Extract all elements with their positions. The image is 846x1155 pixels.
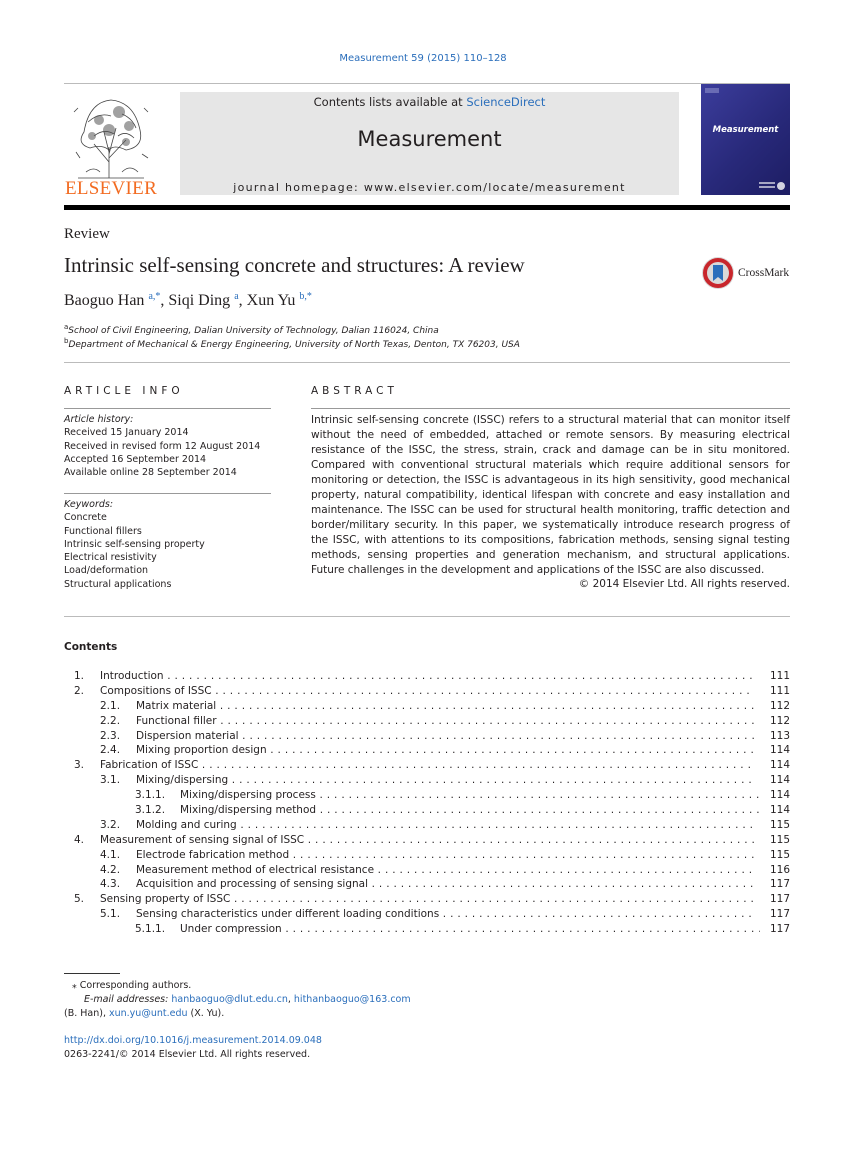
toc-entry-number: 2.2. xyxy=(100,714,121,727)
toc-entry-number: 5.1. xyxy=(100,908,121,921)
toc-entry-page[interactable]: 114 xyxy=(769,789,790,802)
toc-entry[interactable] xyxy=(64,788,790,803)
toc-entry-title[interactable]: Compositions of ISSC . . . xyxy=(100,684,754,699)
affiliation xyxy=(64,337,520,350)
toc-entry-number: 3. xyxy=(73,759,84,772)
author-separator: , xyxy=(160,292,169,309)
email-label: E-mail addresses: xyxy=(84,994,172,1005)
email-owner: (X. Yu). xyxy=(187,1008,225,1019)
email-link[interactable]: hanbaoguo@dlut.edu.cn xyxy=(171,994,288,1005)
toc-entry-title[interactable]: Measurement method of electrical resistance . . . xyxy=(136,863,754,878)
email-addresses xyxy=(84,994,411,1005)
keyword: Electrical resistivity xyxy=(64,552,157,564)
toc-entry[interactable] xyxy=(64,758,790,773)
history-line: Received in revised form 12 August 2014 xyxy=(64,440,261,452)
abstract-body: Intrinsic self-sensing concrete (ISSC) refers to a structural material that can monitor itself without the need of embedded, attached or remote sensors. By measuring electrical resistance of the ISSC, the stress, strain, crack and damage can be in situ monitored. Compared with conventional structural materials which require additional sensors for monitoring or detection, the ISSC is advantageous in its high sensitivity, good mechanical property, natural compatibility, identical lifespan with concrete and easy installation and maintenance. The ISSC can be used for structural health monitoring, traffic detection and border/military security. In this paper, we systematically introduce research progress of the ISSC, with attentions to its compositions, fabrication methods, sensing signal testing methods, sensing properties and generation mechanism, and structural applications. Future challenges in the development and applications of the ISSC are also discussed. xyxy=(311,414,790,576)
history-line: Accepted 16 September 2014 xyxy=(64,453,207,465)
author-affiliation-marker[interactable]: a,* xyxy=(148,291,161,302)
toc-entry-title[interactable]: Matrix material . . . xyxy=(136,699,754,714)
toc-entry[interactable] xyxy=(64,863,790,878)
keyword: Concrete xyxy=(64,512,107,524)
toc-entry-title[interactable]: Functional filler . . . xyxy=(136,714,754,729)
crossmark-label[interactable]: CrossMark xyxy=(738,267,790,279)
toc-entry-number: 4.3. xyxy=(100,878,121,891)
cover-art xyxy=(701,84,790,195)
author-affiliation-marker[interactable]: b,* xyxy=(299,291,312,302)
toc-entry[interactable] xyxy=(64,803,790,818)
affiliation-marker: a xyxy=(64,323,69,331)
toc-entry[interactable] xyxy=(64,714,790,729)
crossmark-icon[interactable] xyxy=(701,256,735,290)
toc-entry-page[interactable]: 111 xyxy=(769,670,790,682)
toc-entry-page[interactable]: 114 xyxy=(769,759,790,772)
issn-copyright: 0263-2241/© 2014 Elsevier Ltd. All rights reserved. xyxy=(64,1049,311,1060)
article-title: Intrinsic self-sensing concrete and structures: A review xyxy=(64,253,525,277)
toc-entry-title[interactable]: Dispersion material . . . xyxy=(136,729,754,744)
toc-entry-number: 2.4. xyxy=(100,744,121,757)
toc-entry[interactable] xyxy=(64,877,790,892)
history-line: Received 15 January 2014 xyxy=(64,427,189,439)
table-of-contents xyxy=(64,669,790,937)
contents-prefix: Contents lists available at xyxy=(313,95,467,109)
history-label: Article history: xyxy=(64,414,134,425)
affiliation-text: School of Civil Engineering, Dalian University of Technology, Dalian 116024, China xyxy=(68,326,439,336)
toc-entry[interactable] xyxy=(64,684,790,699)
author-affiliation-marker[interactable]: a xyxy=(234,291,239,302)
email-link[interactable]: xun.yu@unt.edu xyxy=(109,1008,188,1019)
toc-entry-title[interactable]: Sensing property of ISSC . . . xyxy=(100,892,754,907)
footnote-rule xyxy=(64,973,120,974)
contents-heading: Contents xyxy=(64,641,118,653)
corresponding-authors-note: ⁎ Corresponding authors. xyxy=(72,980,192,991)
author-list xyxy=(64,291,312,310)
affiliation xyxy=(64,323,439,336)
section-divider xyxy=(64,362,790,363)
doi-link[interactable]: http://dx.doi.org/10.1016/j.measurement.2014.09.048 xyxy=(64,1035,322,1046)
author-name[interactable]: Xun Yu xyxy=(246,292,296,309)
toc-entry-number: 4.2. xyxy=(100,863,121,876)
toc-entry[interactable] xyxy=(64,848,790,863)
toc-entry[interactable] xyxy=(64,773,790,788)
abstract-heading: ABSTRACT xyxy=(311,385,398,397)
info-divider xyxy=(64,408,271,409)
section-divider xyxy=(64,616,790,617)
toc-entry-page[interactable]: 117 xyxy=(769,923,790,936)
history-line: Available online 28 September 2014 xyxy=(64,467,237,479)
toc-entry[interactable] xyxy=(64,922,790,937)
toc-entry-number: 3.1. xyxy=(100,774,121,787)
toc-entry[interactable] xyxy=(64,833,790,848)
toc-entry-number: 5. xyxy=(73,893,84,906)
toc-entry-number: 1. xyxy=(73,670,84,682)
toc-entry-page[interactable]: 112 xyxy=(769,699,790,712)
keyword: Structural applications xyxy=(64,578,172,590)
toc-entry-title[interactable]: Mixing/dispersing . . . xyxy=(136,773,754,788)
toc-entry-page[interactable]: 114 xyxy=(769,804,790,817)
toc-entry-number: 4. xyxy=(73,833,84,846)
toc-entry-page[interactable]: 114 xyxy=(769,774,790,787)
toc-entry-number: 3.1.1. xyxy=(135,789,166,802)
toc-entry-title[interactable]: Mixing/dispersing process . . . xyxy=(180,788,760,803)
toc-entry-page[interactable]: 115 xyxy=(769,848,790,861)
toc-entry-title[interactable]: Electrode fabrication method . . . xyxy=(136,848,754,863)
affiliation-marker: b xyxy=(64,337,69,345)
keyword: Functional fillers xyxy=(64,525,142,537)
keyword: Intrinsic self-sensing property xyxy=(64,538,205,550)
toc-entry-title[interactable]: Under compression . . . xyxy=(180,922,760,937)
contents-available-line xyxy=(180,95,679,109)
author-name[interactable]: Siqi Ding xyxy=(168,292,231,309)
keywords xyxy=(64,498,274,591)
toc-entry-number: 4.1. xyxy=(100,848,121,861)
toc-entry-title[interactable]: Mixing/dispersing method . . . xyxy=(180,803,760,818)
toc-entry-page[interactable]: 116 xyxy=(769,863,790,876)
toc-entry-number: 2.3. xyxy=(100,729,121,742)
toc-entry-title[interactable]: Molding and curing . . . xyxy=(136,818,754,833)
toc-entry-title[interactable]: Mixing proportion design . . . xyxy=(136,743,754,758)
toc-entry[interactable] xyxy=(64,818,790,833)
journal-reference[interactable]: Measurement 59 (2015) 110–128 xyxy=(339,53,507,64)
article-type: Review xyxy=(64,226,110,242)
toc-entry[interactable] xyxy=(64,743,790,758)
email-separator: , xyxy=(287,994,294,1005)
toc-entry-number: 3.1.2. xyxy=(135,804,166,817)
email-link[interactable]: hithanbaoguo@163.com xyxy=(293,994,411,1005)
author-separator: , xyxy=(238,292,247,309)
email-owner: (B. Han), xyxy=(64,1008,109,1019)
toc-entry[interactable] xyxy=(64,729,790,744)
toc-entry-page[interactable]: 112 xyxy=(769,714,790,727)
toc-entry-page[interactable]: 114 xyxy=(769,744,790,757)
toc-entry-title[interactable]: Sensing characteristics under different loading conditions . . . xyxy=(136,907,754,922)
toc-entry-page[interactable]: 117 xyxy=(769,878,790,891)
keyword: Load/deformation xyxy=(64,565,149,577)
header-thick-rule xyxy=(64,205,790,210)
header-top-rule xyxy=(64,83,790,84)
toc-entry-number: 5.1.1. xyxy=(135,923,166,936)
toc-entry-number: 3.2. xyxy=(100,818,121,831)
toc-entry-page[interactable]: 115 xyxy=(769,818,790,831)
abstract-copyright: © 2014 Elsevier Ltd. All rights reserved. xyxy=(578,578,790,590)
journal-cover-image[interactable] xyxy=(701,84,790,195)
article-info-heading: ARTICLE INFO xyxy=(64,385,184,397)
journal-title: Measurement xyxy=(357,127,502,151)
toc-entry-page[interactable]: 113 xyxy=(769,729,790,742)
author-name[interactable]: Baoguo Han xyxy=(64,292,145,309)
toc-entry[interactable] xyxy=(64,669,790,684)
toc-entry-title[interactable]: Introduction . . . xyxy=(100,669,754,684)
journal-homepage-link[interactable]: journal homepage: www.elsevier.com/locate/measurement xyxy=(233,181,626,194)
toc-entry-page[interactable]: 115 xyxy=(769,833,790,846)
toc-entry-page[interactable]: 117 xyxy=(769,908,790,921)
toc-entry[interactable] xyxy=(64,907,790,922)
toc-entry-page[interactable]: 117 xyxy=(769,893,790,906)
toc-entry[interactable] xyxy=(64,892,790,907)
toc-entry-number: 2.1. xyxy=(100,699,121,712)
toc-entry-page[interactable]: 111 xyxy=(769,684,790,697)
email-addresses-continued xyxy=(64,1008,224,1019)
affiliation-text: Department of Mechanical & Energy Engineering, University of North Texas, Denton, TX 76203, USA xyxy=(68,340,520,350)
abstract-divider xyxy=(311,408,790,409)
article-history xyxy=(64,413,274,479)
sciencedirect-link[interactable]: ScienceDirect xyxy=(466,95,546,109)
toc-entry-title[interactable]: Acquisition and processing of sensing signal . . . xyxy=(136,877,754,892)
keywords-label: Keywords: xyxy=(64,499,114,510)
info-divider xyxy=(64,493,271,494)
toc-entry-number: 2. xyxy=(73,684,84,697)
cover-title: Measurement xyxy=(712,125,779,135)
toc-entry[interactable] xyxy=(64,699,790,714)
toc-entry-title[interactable]: Measurement of sensing signal of ISSC . . . xyxy=(100,833,754,848)
elsevier-wordmark: ELSEVIER xyxy=(64,178,158,199)
toc-entry-title[interactable]: Fabrication of ISSC . . . xyxy=(100,758,754,773)
